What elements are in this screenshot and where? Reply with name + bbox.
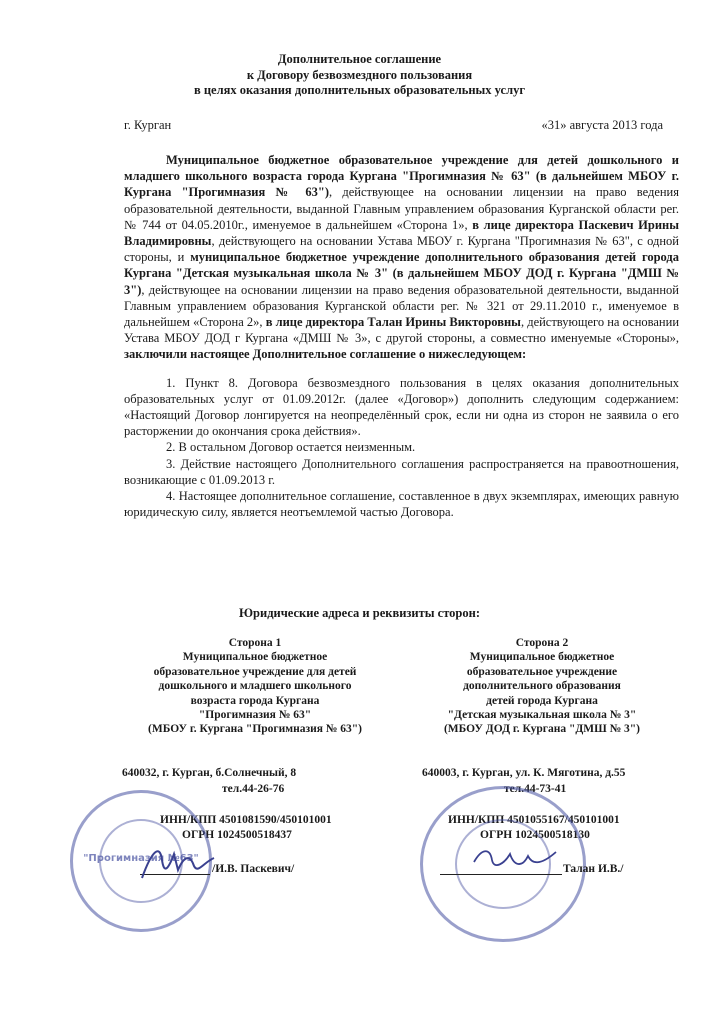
party1-line: Муниципальное бюджетное (182, 651, 328, 664)
party2-signer: Талан И.В./ (563, 863, 624, 875)
party1-address: 640032, г. Курган, б.Солнечный, 8 (122, 767, 297, 779)
party1-signature-icon (138, 840, 218, 886)
document-title (0, 52, 719, 99)
clause-1: 1. Пункт 8. Договора безвозмездного пользования в целях оказания дополнительных образовательных услуг от 01.09.2012г. (далее «Договор») дополнить следующим содержанием: «Настоящий Договор лонгируется на неопределённый срок, если ни одна из сторон не заявила о его расторжении до окончания срока действия». (124, 375, 679, 439)
party1-line: Сторона 1 (228, 637, 282, 649)
date: «31» августа 2013 года (541, 118, 663, 132)
party2-name: муниципальное бюджетное учреждение дополнительного образования детей города Кургана "Детская музыкальная школа № 3" (в дальнейшем МБОУ ДОД г. Кургана "ДМШ № 3") (124, 250, 680, 297)
party1-line: дошкольного и младшего школьного (158, 680, 352, 693)
party1-block (120, 636, 390, 737)
party2-line: "Детская музыкальная школа № 3" (447, 709, 637, 722)
party1-signer: /И.В. Паскевич/ (212, 863, 295, 875)
party2-address: 640003, г. Курган, ул. К. Мяготина, д.55 (422, 767, 626, 779)
party2-line: Сторона 2 (515, 637, 569, 649)
preamble-conclusion: заключили настоящее Дополнительное соглашение о нижеследующем: (124, 347, 527, 362)
party2-phone: тел.44-73-41 (504, 783, 567, 795)
party1-phone: тел.44-26-76 (222, 783, 285, 795)
agreement-body (124, 152, 679, 520)
preamble-text-3: , действующее на основании лицензии на право ведения образовательной деятельности, выданной Главным управлением образования Курганской области рег. № 321 от 29.11.2010 г., именуемое в дальнейшем «Сторона 2», (124, 282, 679, 330)
party1-ogrn: ОГРН 1024500518437 (182, 829, 292, 841)
requisites-title: Юридические адреса и реквизиты сторон: (238, 606, 480, 620)
party2-director: в лице директора Талан Ирины Викторовны (262, 315, 521, 330)
party1-line: (МБОУ г. Кургана "Прогимназия № 63") (148, 723, 362, 736)
party2-line: дополнительного образования (463, 680, 621, 693)
party2-signature-icon (470, 842, 560, 878)
party2-line: образовательное учреждение (466, 665, 618, 678)
party2-inn: ИНН/КПП 4501055167/450101001 (448, 814, 620, 826)
clause-2: 2. В остальном Договор остается неизменным. (166, 440, 416, 455)
party2-line: Муниципальное бюджетное (469, 651, 615, 664)
clause-4: 4. Настоящее дополнительное соглашение, составленное в двух экземплярах, имеющих равную юридическую силу, является неотъемлемой частью Договора. (124, 489, 679, 520)
title-line-1: Дополнительное соглашение (277, 52, 442, 66)
preamble-text-1: , действующее на основании лицензии на право ведения образовательной деятельности, выданной Главным управлением образования Курганской области рег.№ 744 от 04.05.2010г., именуемое в дальнейшем «Сторона 1», (124, 185, 679, 232)
party1-inn: ИНН/КПП 4501081590/450101001 (160, 814, 332, 826)
party1-director: в лице директора Паскевич Ирины Владимировны (124, 217, 679, 249)
party1-line: образовательное учреждение для детей (153, 665, 357, 678)
preamble (124, 152, 679, 363)
title-line-3: в целях оказания дополнительных образовательных услуг (193, 83, 526, 97)
title-line-2: к Договору безвозмездного пользования (246, 67, 473, 82)
preamble-text-4: , действующего на основании Устава МБОУ ДОД г Кургана «ДМШ № 3», с другой стороны, а совместно именуемые «Стороны», (124, 315, 680, 346)
clause-3: 3. Действие настоящего Дополнительного соглашения распространяется на правоотношения, возникающие с 01.09.2013 г. (124, 456, 679, 487)
preamble-text-2: , действующего на основании Устава МБОУ г. Кургана "Прогимназия № 63", с одной стороны, и (124, 234, 679, 265)
party1-line: возраста города Кургана (190, 694, 320, 707)
city: г. Курган (124, 118, 172, 132)
party2-ogrn: ОГРН 1024500518130 (480, 829, 590, 841)
party2-line: (МБОУ ДОД г. Кургана "ДМШ № 3") (443, 723, 641, 736)
party1-name: Муниципальное бюджетное образовательное учреждение для детей дошкольного и младшего школьного возраста города Кургана "Прогимназия № 63" (в дальнейшем МБОУ г. Кургана "Прогимназия № 63") (124, 153, 679, 200)
party2-block (412, 636, 672, 737)
stamp-1-text: "Прогимназия №63" (83, 852, 199, 864)
party1-line: "Прогимназия № 63" (198, 709, 312, 722)
party2-line: детей города Кургана (486, 694, 598, 707)
